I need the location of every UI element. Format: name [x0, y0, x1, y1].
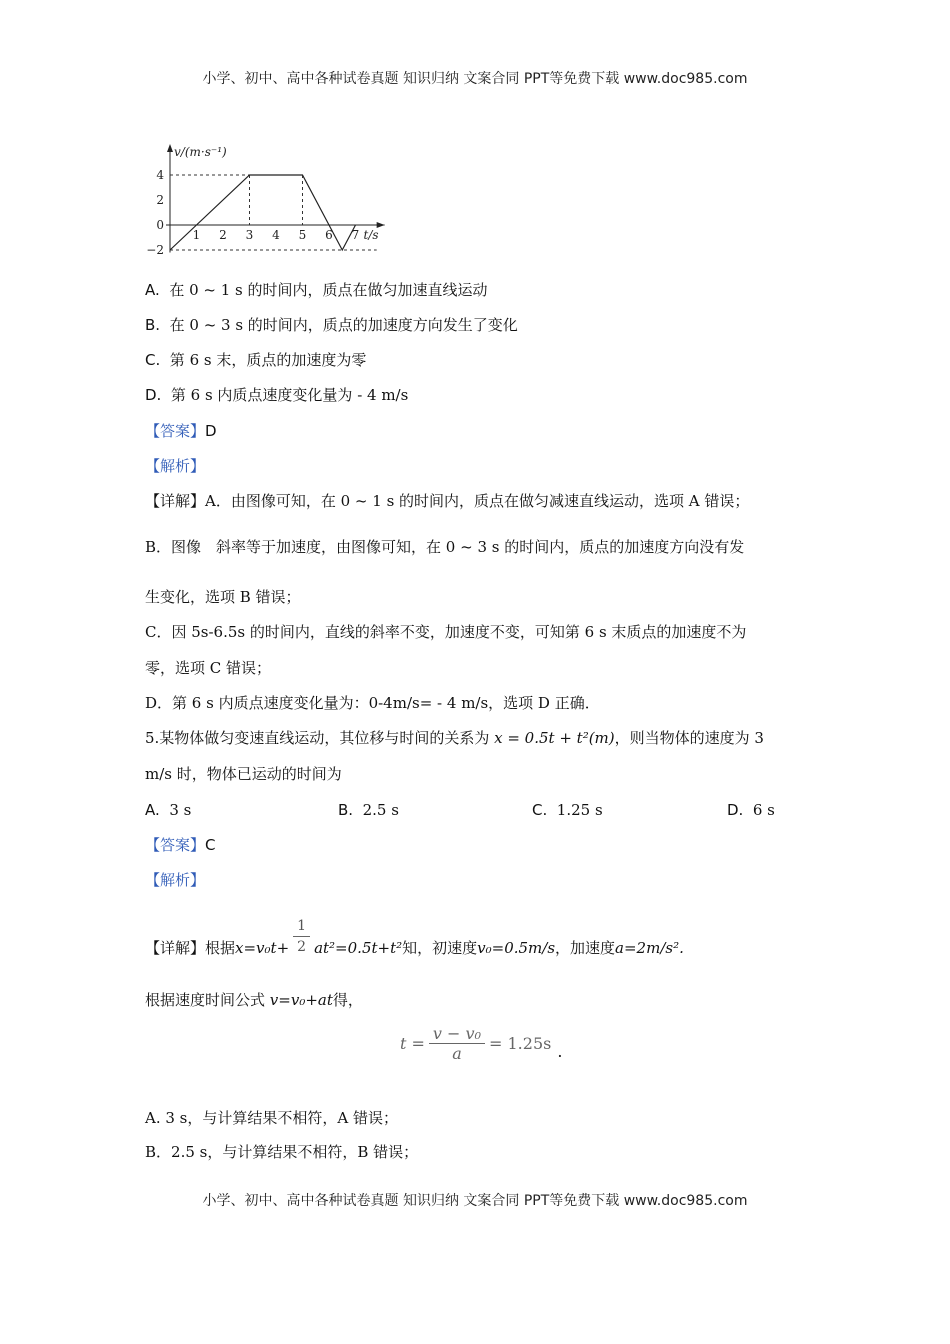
q4-answer	[145, 421, 217, 441]
option-letter: B.	[145, 316, 161, 334]
q5-answer	[145, 835, 216, 855]
x-tick-label: 1	[192, 228, 201, 242]
fraction-denominator: a	[452, 1044, 462, 1063]
fraction-numerator: v − v₀	[429, 1024, 485, 1044]
page-header: 小学、初中、高中各种试卷真题 知识归纳 文案合同 PPT等免费下载 www.doc985.com	[202, 71, 748, 87]
q5-line-a: A. 3 s，与计算结果不相符，A 错误；	[145, 1109, 398, 1127]
detail-text: 知，初速度	[402, 938, 478, 957]
x-tick-label: 2	[219, 228, 227, 242]
stem-text-suffix: ，则当物体的速度为 3	[614, 729, 764, 747]
y-tick-label: 4	[156, 168, 164, 182]
vt-graph	[140, 140, 400, 260]
detail-text: ，加速度	[555, 938, 616, 957]
formula-part: x=v₀t+	[235, 938, 290, 957]
page-footer: 小学、初中、高中各种试卷真题 知识归纳 文案合同 PPT等免费下载 www.doc985.com	[202, 1193, 748, 1209]
q4-analysis-tag	[145, 456, 205, 476]
detail-text: A．由图像可知，在 0 ~ 1 s 的时间内，质点在做匀减速直线运动，选项 A 错误；	[205, 492, 750, 510]
option-text: 在 0 ~ 1 s 的时间内，质点在做匀加速直线运动	[169, 281, 488, 299]
q4-detail-b2: 生变化，选项 B 错误；	[145, 588, 301, 606]
formula-part: at²=0.5t+t²	[314, 938, 403, 957]
option-text: 2.5 s	[362, 801, 399, 819]
t-equation	[400, 1024, 562, 1063]
y-axis-label: v/(m·s⁻¹)	[174, 145, 227, 159]
q4-detail-c2: 零，选项 C 错误；	[145, 659, 272, 677]
equation-period: .	[557, 1042, 563, 1061]
option-letter: D.	[727, 801, 744, 819]
option-letter: A.	[145, 801, 160, 819]
analysis-tag: 【解析】	[145, 457, 206, 475]
q5-stem-line1	[145, 728, 764, 748]
half-fraction	[293, 916, 310, 957]
q4-option-b	[145, 315, 518, 335]
option-text: 第 6 s 末，质点的加速度为零	[169, 351, 367, 369]
equation-lhs: t =	[400, 1034, 425, 1053]
q4-option-d	[145, 385, 408, 405]
q4-option-a	[145, 280, 488, 300]
x-tick-label: 3	[245, 228, 254, 242]
q4-detail-d: D．第 6 s 内质点速度变化量为：0-4m/s= - 4 m/s，选项 D 正确．	[145, 694, 600, 712]
x-axis-label: t/s	[363, 228, 379, 242]
y-tick-label: −2	[146, 243, 164, 257]
detail-tag: 【详解】	[145, 938, 206, 957]
q5-option-c	[532, 800, 603, 820]
fraction-numerator: 1	[293, 916, 310, 937]
option-text: 1.25 s	[556, 801, 603, 819]
detail-tag: 【详解】	[145, 492, 206, 510]
v0-value: v₀=0.5m/s	[477, 938, 556, 957]
q4-detail-b1: B．图像 斜率等于加速度，由图像可知，在 0 ~ 3 s 的时间内，质点的加速度方向没有发	[145, 538, 745, 556]
q4-detail-c1: C．因 5s-6.5s 的时间内，直线的斜率不变，加速度不变，可知第 6 s 末质点的加速度不为	[145, 623, 747, 641]
y-axis-arrow	[167, 144, 173, 152]
analysis-tag: 【解析】	[145, 871, 206, 889]
answer-value: D	[205, 422, 217, 440]
q5-detail-line1	[145, 906, 684, 957]
q5-detail-line2	[145, 990, 363, 1010]
answer-tag: 【答案】	[145, 422, 206, 440]
answer-value: C	[205, 836, 216, 854]
y-tick-label: 2	[156, 193, 164, 207]
stem-text: 5.某物体做匀变速直线运动，其位移与时间的关系为	[145, 729, 490, 747]
q5-option-a	[145, 800, 191, 820]
x-tick-label: 5	[298, 228, 307, 242]
q4-detail-a	[145, 491, 749, 511]
q5-option-b	[338, 800, 399, 820]
q5-option-d	[727, 800, 775, 820]
option-letter: D.	[145, 386, 162, 404]
q5-analysis-tag	[145, 870, 205, 890]
detail-text: 根据	[205, 938, 236, 957]
y-tick-label: 0	[156, 218, 164, 232]
answer-tag: 【答案】	[145, 836, 206, 854]
option-letter: A.	[145, 281, 160, 299]
q5-stem-line2: m/s 时，物体已运动的时间为	[145, 765, 342, 783]
option-text: 第 6 s 内质点速度变化量为 - 4 m/s	[170, 386, 409, 404]
a-value: a=2m/s².	[615, 938, 684, 957]
q5-line-b: B．2.5 s，与计算结果不相符，B 错误；	[145, 1143, 419, 1161]
option-letter: C.	[532, 801, 548, 819]
option-letter: C.	[145, 351, 161, 369]
x-tick-label: 4	[272, 228, 280, 242]
q4-option-c	[145, 350, 366, 370]
option-text: 在 0 ~ 3 s 的时间内，质点的加速度方向发生了变化	[169, 316, 518, 334]
fraction-denominator: 2	[297, 939, 307, 955]
option-letter: B.	[338, 801, 354, 819]
equation-fraction	[429, 1024, 485, 1063]
option-text: 6 s	[752, 801, 775, 819]
x-tick-label: 7	[351, 228, 360, 242]
stem-formula: x = 0.5t + t²(m)	[494, 729, 615, 747]
formula: v=v₀+at	[269, 991, 333, 1009]
equation-rhs: = 1.25s	[489, 1034, 552, 1053]
x-tick-label: 6	[325, 228, 333, 242]
detail-text: 根据速度时间公式	[145, 991, 266, 1009]
option-text: 3 s	[169, 801, 192, 819]
detail-text: 得，	[332, 991, 363, 1009]
